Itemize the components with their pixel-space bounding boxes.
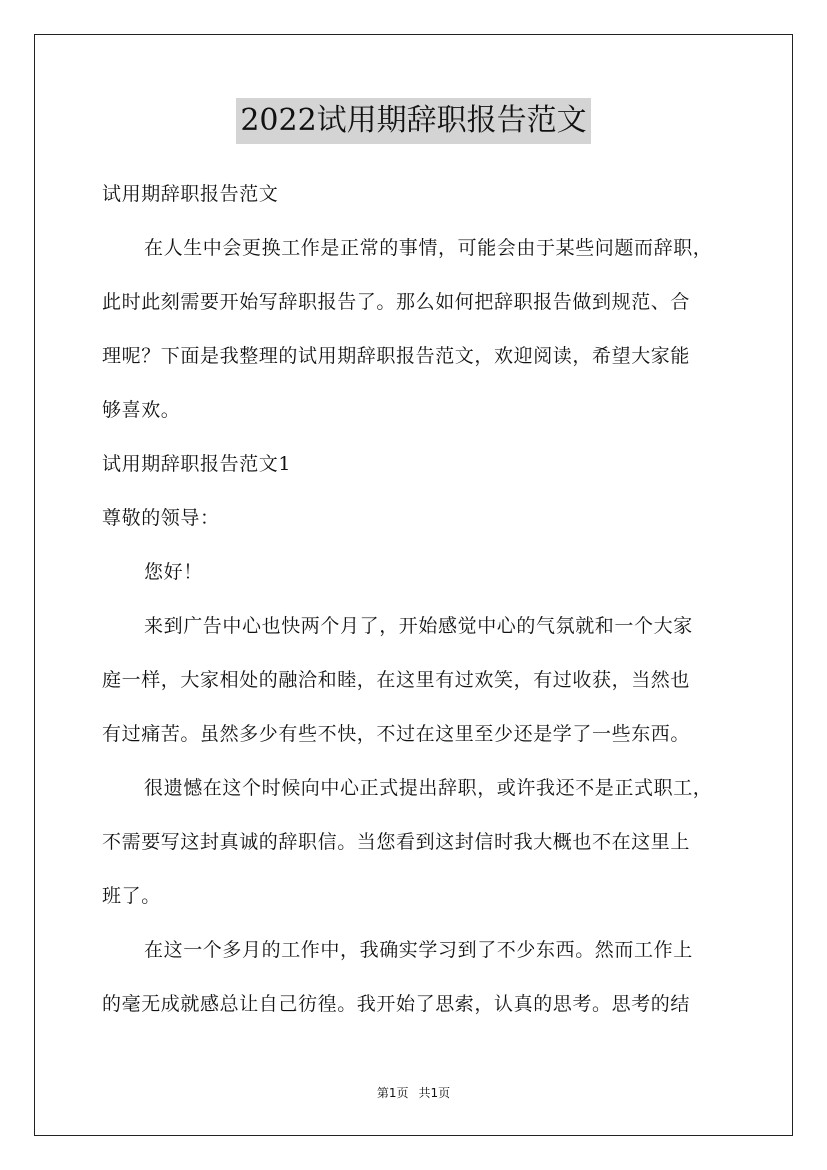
paragraph-line: 班了。 [102,885,161,907]
salutation-line: 尊敬的领导： [102,507,220,529]
paragraph-line: 庭一样，大家相处的融洽和睦，在这里有过欢笑，有过收获，当然也 [102,669,691,691]
paragraph-line: 在这一个多月的工作中，我确实学习到了不少东西。然而工作上 [144,939,693,961]
subtitle-line: 试用期辞职报告范文 [102,183,279,205]
section-heading: 试用期辞职报告范文1 [102,453,292,475]
paragraph-line: 够喜欢。 [102,399,181,421]
paragraph-line: 很遗憾在这个时候向中心正式提出辞职，或许我还不是正式职工， [144,777,713,799]
paragraph-line: 此时此刻需要开始写辞职报告了。那么如何把辞职报告做到规范、合 [102,291,691,313]
paragraph-line: 在人生中会更换工作是正常的事情，可能会由于某些问题而辞职， [144,237,713,259]
greeting-line: 您好！ [144,561,203,583]
page-footer [0,1085,827,1101]
paragraph-line: 不需要写这封真诚的辞职信。当您看到这封信时我大概也不在这里上 [102,831,691,853]
document-title: 2022试用期辞职报告范文 [236,98,590,144]
paragraph-line: 理呢？下面是我整理的试用期辞职报告范文，欢迎阅读，希望大家能 [102,345,691,367]
paragraph-line: 有过痛苦。虽然多少有些不快，不过在这里至少还是学了一些东西。 [102,723,691,745]
paragraph-line: 来到广告中心也快两个月了，开始感觉中心的气氛就和一个大家 [144,615,693,637]
paragraph-line: 的毫无成就感总让自己彷徨。我开始了思索，认真的思考。思考的结 [102,993,691,1015]
page-total: 共1页 [418,1086,451,1100]
page-number: 第1页 [376,1086,409,1100]
title-container [0,98,827,144]
